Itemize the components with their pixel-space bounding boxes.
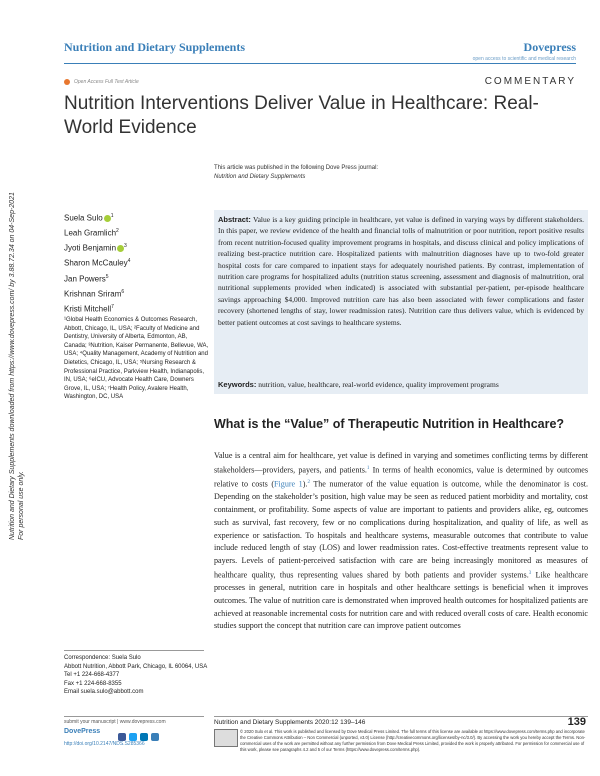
author-affiliation-mark: 2 [116,228,119,235]
body-text-c: ). [302,479,308,489]
author-affiliation-mark: 4 [127,258,131,265]
author-name: Sharon McCauley [64,259,128,269]
publisher-logo[interactable]: Dovepress [523,40,576,54]
correspondence-name: Correspondence: Suela Sulo [64,655,141,661]
publication-note-line: This article was published in the following Dove Press journal: [214,165,379,171]
body-text-b: In terms of health economics, value is determined by outcomes relative to costs ( [214,465,588,489]
correspondence-divider [64,650,204,651]
author-item [64,210,209,225]
open-access-icon [64,79,70,85]
keywords [218,380,584,389]
section-heading: What is the “Value” of Therapeutic Nutrition in Healthcare? [214,417,565,431]
article-title: Nutrition Interventions Deliver Value in Healthcare: Real-World Evidence [64,93,539,138]
page-number: 139 [567,716,586,728]
download-notice-line1: Nutrition and Dietary Supplements downloaded from https://www.dovepress.com/ by 3.88.72.34 on 04-Sep-2021 [9,192,16,540]
publication-note-journal: Nutrition and Dietary Supplements [214,174,306,180]
correspondence-block [64,654,209,697]
author-affiliation-mark: 7 [111,303,114,310]
author-item [64,225,209,240]
orcid-icon[interactable] [104,215,111,222]
body-text-a: Value is a central aim for healthcare, yet value is defined in varying and sometimes conflicting terms by different stakeholders—providers, payers, and patients. [214,451,588,475]
author-item [64,240,209,255]
author-name: Leah Gramlich [64,228,117,238]
creative-commons-icon [214,729,238,747]
author-affiliation-mark: 6 [121,288,125,295]
share-icon[interactable] [151,733,159,741]
correspondence-email[interactable]: Email suela.sulo@abbott.com [64,689,144,696]
figure-link[interactable]: Figure 1 [274,479,303,489]
publisher-tagline: open access to scientific and medical research [472,56,576,62]
abstract-body: Value is a key guiding principle in healthcare, yet value is defined in varying ways by different stakeholders. In this paper, we review evidence of the health and financial tolls of malnutrition or poor nutrition, report positive results from recent nutrition-focused quality improvement programs in hospitals, and discuss clinical and policy implications of realizing best-practice nutrition care. Hospitalized patients with malnutrition diagnoses have up to two-fold greater hospital costs for care compared to inpatient stays for adequately nourished patients. By contrast, implementation of nutrition care programs for hospitalized adults (nutrition status screening, assessment and diagnosis of malnutrition, oral nutritional supplements provided when indicated) is associated with substantial per-patient, per-episode healthcare savings approaching $4,000. Improved nutrition care has also been associated with fewer complications and faster recovery (shortened lengths of stay, lower readmission rates). Nutrition care thus delivers value, which is evidenced by better patient outcomes at cost savings to healthcare systems. [218,215,584,327]
correspondence-fax: Fax +1 224-668-8355 [64,680,122,687]
body-paragraph [214,450,588,633]
footer-citation: Nutrition and Dietary Supplements 2020:12 139–146 [214,719,366,726]
author-name: Kristi Mitchell [64,304,112,314]
license-text: © 2020 Sulo et al. This work is published and licensed by Dove Medical Press Limited. The full terms of this license are available at https://www.dovepress.com/terms.php and incorporate the Creative Commons Attribution – Non Commercial (unported, v3.0) License (http://creativecommons.org/licenses/by-nc/3.0/). By accessing the work you hereby accept the Terms. Non-commercial uses of the work are permitted without any further permission from Dove Medical Press Limited, provided the work is properly attributed. For permission for commercial use of this work, please see paragraphs 4.2 and 5 of our Terms (https://www.dovepress.com/terms.php). [240,729,586,752]
body-text-e: Like healthcare processes in general, nutrition care in hospitals and other healthcare settings is beneficial when it improves outcomes. The value of nutrition care is demonstrated when improved health outcomes for hospitalized patients are achieved at reasonable incremental costs for nutrition care and with reduced overall costs of care. Health economic studies support the concept that nutrition care can improve patient outcomes [214,570,588,631]
keywords-label: Keywords: [218,380,257,389]
footer-left-divider [64,716,204,717]
correspondence-tel: Tel +1 224-668-4377 [64,672,120,679]
reference-link[interactable]: 1 [366,465,370,471]
author-affiliation-mark: 5 [105,273,109,280]
affiliations: ¹Global Health Economics & Outcomes Research, Abbott, Chicago, IL, USA; ²Faculty of Medicine and Dentistry, University of Alberta, Edmonton, AB, Canada; ³Nutrition, Kaiser Permanente, Bellevue, WA, USA; ⁴Quality Management, Academy of Nutrition and Dietetics, Chicago, IL, USA; ⁵Nursing Research & Professional Practice, Parkview Health, Indianapolis, IN, USA; ⁶eICU, Advocate Health Care, Downers Grove, IL, USA; ⁷Health Policy, Avalere Health, Washington, DC, USA [64,317,209,401]
download-notice [8,120,38,540]
author-item [64,301,209,316]
open-access-label: Open Access Full Text Article [74,79,139,85]
keywords-list: nutrition, value, healthcare, real-world evidence, quality improvement programs [258,380,499,389]
correspondence-address: Abbott Nutrition, Abbott Park, Chicago, IL 60064, USA [64,663,208,670]
author-name: Suela Sulo [64,213,103,223]
abstract-label: Abstract: [218,215,251,224]
reference-link[interactable]: 2 [307,480,310,486]
footer-divider [214,716,588,717]
author-item [64,286,209,301]
reference-link[interactable]: 3 [528,570,532,576]
body-text-d: The numerator of the value equation is outcome, while the denominator is cost. Depending on the stakeholder’s position, high value may be seen as reduced patient morbidity and mortality, cost containment, or profitability. Some aspects of value are important to patients and providers alike, eg, outcomes such as survival, fast recovery, few or no complications during hospitalization, and quality of life, as well as experience or satisfaction. To hospitals and healthcare systems, measurable outcomes that contribute to value include reduced length of stay (LOS) and lower readmission rates. Cost-effective treatments represent value to payers. Levels of patient-perceived satisfaction with care are being increasingly monitored as measures of healthcare quality, thus representing values shared by both patients and provider systems. [214,479,588,580]
download-notice-text [8,120,26,540]
doi-link[interactable]: http://doi.org/10.2147/NDS.S285366 [64,741,145,747]
header-divider [64,63,576,64]
journal-title: Nutrition and Dietary Supplements [64,40,246,54]
publication-note [214,164,514,182]
abstract [218,214,584,328]
author-name: Jyoti Benjamin [64,243,117,253]
submit-manuscript-link[interactable]: submit your manuscript | www.dovepress.com [64,719,166,725]
author-name: Krishnan Sriram [64,289,122,299]
author-list [64,210,209,316]
author-affiliation-mark: 1 [110,213,114,219]
dovepress-footer-logo[interactable]: DovePress [64,728,101,735]
orcid-icon[interactable] [117,245,124,252]
author-item [64,255,209,270]
author-affiliation-mark: 3 [124,243,127,250]
author-name: Jan Powers [64,274,106,284]
article-type: COMMENTARY [484,76,576,87]
download-notice-line2: For personal use only. [18,471,25,540]
author-item [64,271,209,286]
